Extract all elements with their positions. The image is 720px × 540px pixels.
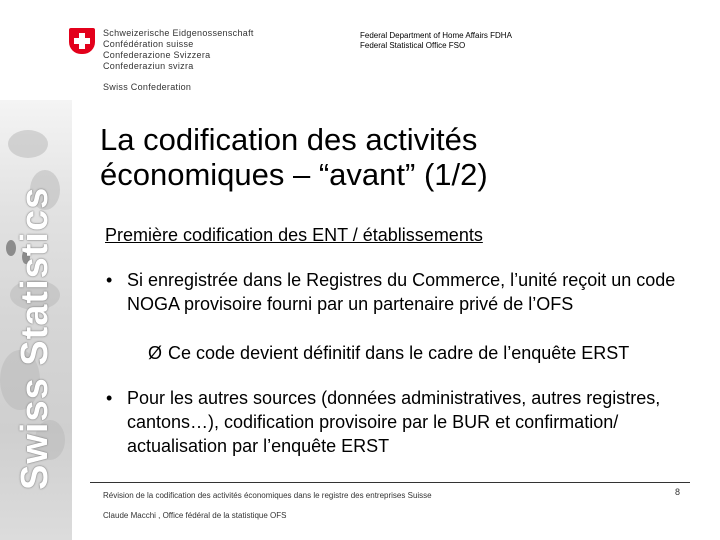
sub-point [148,343,629,364]
slide-title [100,122,690,192]
confederation-name-de: Schweizerische Eidgenossenschaft [103,28,254,38]
department-info [360,31,512,51]
slide-subtitle: Première codification des ENT / établissements [105,225,483,245]
slide-title-line-1: La codification des activités [100,122,478,157]
footer-divider [90,482,690,483]
confederation-names [103,28,254,72]
bullet-text: Si enregistrée dans le Registres du Commerce, l’unité reçoit un code NOGA provisoire fourni par un partenaire privé de l’OFS [127,270,676,314]
bullet-dot: • [106,270,113,290]
confederation-name-fr: Confédération suisse [103,39,194,49]
sub-point-text: Ce code devient définitif dans le cadre de l’enquête ERST [168,343,630,363]
bullet-item [106,268,696,316]
confederation-name-rm: Confederaziun svizra [103,61,194,71]
confederation-name-en: Swiss Confederation [103,82,192,92]
confederation-name-it: Confederazione Svizzera [103,50,211,60]
slide-title-line-2: économiques – “avant” (1/2) [100,157,488,192]
page-number: 8 [675,487,681,497]
bullet-item [106,386,696,458]
arrow-bullet-icon: Ø [148,343,163,363]
department-line-2: Federal Statistical Office FSO [360,41,466,50]
footer-author: Claude Macchi , Office fédéral de la statistique OFS [103,511,287,520]
department-line-1: Federal Department of Home Affairs FDHA [360,31,512,40]
footer-reference: Révision de la codification des activités économiques dans le registre des entreprises Suisse [103,491,432,500]
bullet-dot: • [106,388,113,408]
swiss-cross-logo-icon [69,28,95,54]
bullet-text: Pour les autres sources (données administratives, autres registres, cantons…), codification provisoire par le BUR et confirmation/ actualisation par l’enquête ERST [127,388,661,456]
swiss-statistics-vertical-brand: Swiss Statistics [14,186,56,490]
